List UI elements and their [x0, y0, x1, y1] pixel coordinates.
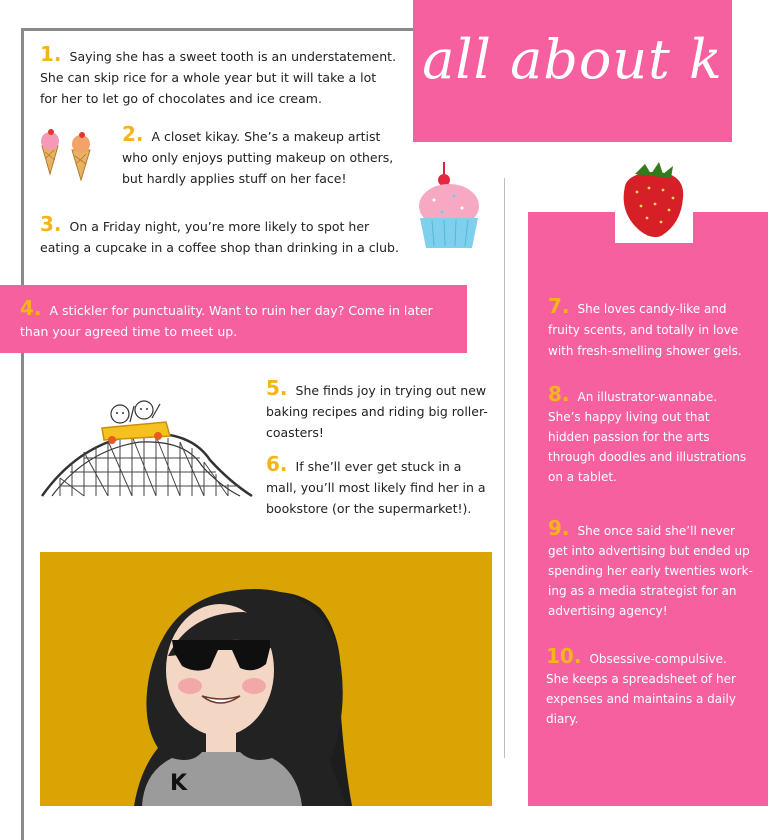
strawberry-card [615, 160, 693, 243]
cupcake-icon [414, 158, 484, 250]
fact-6-line-3: bookstore (or the supermarket!). [266, 501, 472, 516]
fact-5-line-1: She finds joy in trying out new [295, 383, 487, 398]
strawberry-icon [615, 160, 693, 243]
fact-8 [548, 384, 756, 487]
fact-1-line-2: She can skip rice for a whole year but it will take a lot [40, 70, 377, 85]
fact-8-line-4: through doodles and illustrations [548, 450, 747, 464]
fact-1 [40, 44, 400, 109]
fact-8-number: 8. [548, 382, 570, 406]
page-title: all about k [422, 28, 723, 91]
fact-5-line-3: coasters! [266, 425, 324, 440]
fact-7-line-1: She loves candy-like and [577, 302, 727, 316]
fact-8-line-3: hidden passion for the arts [548, 430, 710, 444]
fact-9-number: 9. [548, 516, 570, 540]
fact-7-line-3: with fresh-smelling shower gels. [548, 344, 742, 358]
fact-6 [266, 454, 498, 519]
roller-coaster-icon [40, 382, 254, 500]
fact-8-line-5: on a tablet. [548, 470, 617, 484]
fact-6-line-2: mall, you’ll most likely find her in a [266, 480, 486, 495]
fact-5-line-2: baking recipes and riding big roller- [266, 404, 488, 419]
fact-4-number: 4. [20, 296, 42, 320]
frame-top-border [21, 28, 413, 31]
portrait-panel [40, 552, 492, 806]
fact-10-line-1: Obsessive-compulsive. [589, 652, 727, 666]
fact-3 [40, 214, 412, 258]
fact-10 [546, 646, 758, 729]
fact-4-line-1: A stickler for punctuality. Want to ruin her day? Come in later [49, 303, 433, 318]
fact-2-line-1: A closet kikay. She’s a makeup artist [151, 129, 381, 144]
title-banner [413, 0, 732, 142]
fact-9-line-1: She once said she’ll never [577, 524, 735, 538]
fact-5 [266, 378, 496, 443]
fact-1-line-1: Saying she has a sweet tooth is an understatement. [69, 49, 397, 64]
frame-left-border [21, 28, 24, 840]
ice-cream-icon [36, 126, 100, 182]
fact-8-line-2: She’s happy living out that [548, 410, 710, 424]
fact-9 [548, 518, 760, 621]
fact-7-line-2: fruity scents, and totally in love [548, 323, 739, 337]
fact-4-line-2: than your agreed time to meet up. [20, 324, 238, 339]
fact-8-line-1: An illustrator-wannabe. [577, 390, 718, 404]
portrait-shirt-letter: K [170, 771, 188, 796]
fact-9-line-2: get into advertising but ended up [548, 544, 750, 558]
fact-10-line-3: expenses and maintains a daily [546, 692, 736, 706]
fact-10-line-2: She keeps a spreadsheet of her [546, 672, 736, 686]
fact-9-line-3: spending her early twenties work- [548, 564, 753, 578]
fact-1-number: 1. [40, 42, 62, 66]
fact-7 [548, 296, 756, 362]
fact-10-line-4: diary. [546, 712, 579, 726]
fact-7-number: 7. [548, 294, 570, 318]
fact-4 [20, 298, 460, 342]
fact-10-number: 10. [546, 644, 582, 668]
fact-9-line-5: advertising agency! [548, 604, 668, 618]
fact-3-line-2: eating a cupcake in a coffee shop than drinking in a club. [40, 240, 399, 255]
fact-5-number: 5. [266, 376, 288, 400]
fact-6-line-1: If she’ll ever get stuck in a [295, 459, 462, 474]
fact-2-line-2: who only enjoys putting makeup on others, [122, 150, 394, 165]
column-divider [504, 178, 505, 758]
fact-2-number: 2. [122, 122, 144, 146]
fact-3-line-1: On a Friday night, you’re more likely to spot her [69, 219, 370, 234]
fact-2-line-3: but hardly applies stuff on her face! [122, 171, 347, 186]
portrait-illustration [40, 552, 492, 806]
fact-2 [122, 124, 402, 189]
fact-1-line-3: for her to let go of chocolates and ice cream. [40, 91, 322, 106]
fact-6-number: 6. [266, 452, 288, 476]
fact-9-line-4: ing as a media strategist for an [548, 584, 737, 598]
fact-3-number: 3. [40, 212, 62, 236]
